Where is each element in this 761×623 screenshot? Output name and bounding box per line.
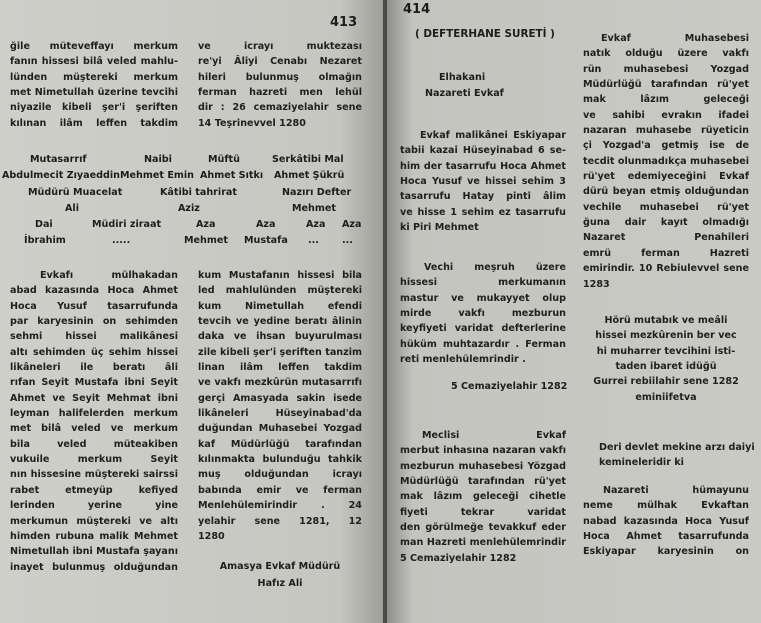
- text-line: yelahir sene 1281, 12: [198, 515, 362, 527]
- right-col1-para-1: [400, 128, 566, 235]
- text-line: lünden müştereki merkum: [10, 71, 178, 83]
- text-line: Ahmet ve Seyit Mehmat ibni: [10, 392, 178, 404]
- signature-name: Mehmet: [292, 203, 336, 214]
- text-line: ferman hazreti men lehül: [198, 87, 362, 99]
- text-line: kılınmakta bulunduğu tahkik: [198, 454, 362, 466]
- text-line: Nazareti hümayunu: [603, 485, 749, 496]
- signature-name: Mustafa: [244, 235, 288, 246]
- text-line: hi muharrer tevcihini isti-: [596, 345, 736, 357]
- text-line: led mahlulünden müştereki: [198, 285, 362, 297]
- text-line: Hoca Yusuf tasarrufunda: [10, 300, 178, 312]
- signature-title: Müdürü Muacelat: [28, 187, 123, 198]
- text-line: ğuna dair kayıt olmadığı: [583, 217, 749, 229]
- signature-title: Nazırı Defter: [282, 187, 352, 198]
- signature-name: Ahmet Sıtkı: [200, 170, 264, 181]
- text-line: tevcih ve yedine beratı âlinin: [198, 316, 362, 328]
- signature-title: Kâtibi tahrirat: [160, 187, 237, 198]
- text-line: rabet etmeyüp kefiyed: [10, 484, 178, 496]
- text-line: Deri devlet mekine arzı daiyi: [599, 442, 755, 453]
- signature-title: Mutasarrıf: [30, 154, 87, 165]
- signature-name: Ali: [65, 203, 80, 214]
- text-line: ve icrayı muktezası: [198, 41, 362, 52]
- text-line: Hörü mutabık ve meâli: [604, 315, 728, 326]
- left-col2-top-text: [198, 39, 362, 131]
- text-line: gerçi Amasyada sakin isede: [198, 392, 362, 404]
- text-line: merbut inhasına nazaran vakfı: [400, 445, 566, 457]
- text-line: vechile muhasebei rü'yet: [583, 201, 749, 213]
- text-line: Vechi meşruh üzere: [424, 262, 566, 273]
- text-line: dürü beyan etmiş olduğundan: [583, 186, 749, 198]
- text-line: Müdürlüğü tarafından rü'yet: [400, 476, 566, 488]
- text-line: Eskiyapar karyesinin on: [583, 546, 749, 558]
- text-line: leyman halifelerden merkum: [10, 408, 178, 420]
- text-line: Hoca Ahmet tasarrufunda: [583, 531, 749, 543]
- text-line: kum Mustafanın hissesi bila: [198, 270, 362, 281]
- text-line: par karyesinin on sehimden: [10, 316, 178, 328]
- signature-name: Aziz: [178, 203, 200, 214]
- text-line: kaf Müdürlüğü tarafından: [198, 438, 362, 450]
- text-line: hissesi merkumanın: [400, 277, 566, 289]
- left-col2-body-text: [198, 268, 362, 544]
- text-line: natık olduğu üzere vakfı: [583, 48, 749, 60]
- text-line: rün muhasebesi Yozgad: [583, 63, 749, 75]
- text-line: him der tasarrufu Hoca Ahmet: [400, 160, 566, 172]
- text-line: dir : 26 cemaziyelahir sene: [198, 102, 362, 114]
- text-line: met bilâ veled ve merkum: [10, 423, 178, 435]
- heading-line: Nazareti Evkaf: [425, 88, 504, 99]
- right-page: [387, 0, 761, 623]
- text-line: 1283: [583, 278, 610, 290]
- right-col2-para-2: [583, 313, 749, 405]
- signature-title: Naibi: [144, 154, 172, 165]
- heading-line: Elhakani: [439, 72, 486, 83]
- signature-title: Serkâtibi Mal: [272, 154, 344, 165]
- text-line: 14 Teşrinevvel 1280: [198, 117, 306, 129]
- left-col1-body-text: [10, 268, 178, 575]
- text-line: daka ve ihsan buyurulması: [198, 331, 362, 343]
- right-col1-para-2: [400, 260, 566, 367]
- text-line: tabii kazai Hüseyinabad 6 se-: [400, 145, 566, 157]
- text-line: muş olduğundan icrayı: [198, 469, 362, 481]
- text-line: himden rubuna malik Mehmet: [10, 530, 178, 542]
- text-line: taden ibaret idüğü: [615, 361, 717, 373]
- text-line: rü'yet edemiyeceğini Evkaf: [583, 171, 749, 183]
- text-line: met Nimetullah üzerine tevcihi: [10, 87, 178, 99]
- page-header: ( DEFTERHANE SURETİ ): [415, 28, 555, 40]
- text-line: re'yi Âliyi Cenabı Nezaret: [198, 56, 362, 68]
- text-line: babında emir ve ferman: [198, 484, 362, 496]
- text-line: inayet bulunmuş olduğundan: [10, 561, 178, 573]
- text-line: nın hissesine müştereki sairssi: [10, 469, 178, 481]
- signature-title: Dai: [35, 219, 53, 230]
- text-line: nazaran muhasebe rüyeticin: [583, 125, 749, 137]
- text-line: Evkafı mülhakadan: [40, 270, 178, 281]
- text-line: linan ilâm leffen takdim: [198, 362, 362, 374]
- signature-name: Abdulmecit Zıyaeddin: [2, 170, 121, 181]
- text-line: bila veled müteakiben: [10, 438, 178, 450]
- text-line: lerinden yerine yine: [10, 500, 178, 512]
- text-line: eminiifetva: [635, 391, 697, 403]
- text-line: tecdit olunmadıkça muhasebei: [583, 155, 749, 167]
- text-line: Evkaf malikânei Eskiyapar: [420, 130, 566, 141]
- text-line: 5 Cemaziyelahir 1282: [400, 552, 517, 564]
- text-line: mak lâzım geleceği cihetle: [400, 491, 566, 503]
- text-line: sehmi hissei malikânesi: [10, 331, 178, 343]
- signature-title: Müdiri ziraat: [92, 219, 162, 230]
- text-line: Gurrei rebiilahir sene 1282: [593, 376, 739, 388]
- text-line: tasarrufu Hatay pinti âlim: [400, 191, 566, 203]
- text-line: kılınan ilâm leffen takdim: [10, 117, 178, 129]
- text-line: den görülmeğe tevakkuf eder: [400, 522, 566, 534]
- closing-title: Amasya Evkaf Müdürü: [219, 561, 341, 572]
- signature-name: ...: [308, 235, 319, 246]
- text-line: kemineleridir ki: [599, 457, 684, 469]
- text-line: vukuile merkum Seyit: [10, 454, 178, 466]
- text-line: Meclisi Evkaf: [422, 430, 566, 441]
- signature-title: Müftü: [208, 154, 240, 165]
- text-line: mezburun muhasebesi Yözgad: [400, 460, 566, 472]
- text-line: emrü ferman Hazreti: [583, 247, 749, 259]
- signature-name: Mehmet Emin: [120, 170, 194, 181]
- text-line: rıfan Seyit Mustafa ibni Seyit: [10, 377, 178, 389]
- text-line: ve vakfı mezkûrün mutasarrıfı: [198, 377, 362, 389]
- signature-title: Aza: [306, 219, 326, 230]
- text-line: ve sahibi evrakın ifadei: [583, 109, 749, 121]
- signature-name: İbrahim: [24, 235, 66, 246]
- text-line: abad kazasında Hoca Ahmet: [10, 285, 178, 297]
- text-line: Müdürlüğü tarafından rü'yet: [583, 79, 749, 91]
- left-col1-top-text: [10, 39, 178, 131]
- text-line: niyazile kibeli şer'i şeriften: [10, 102, 178, 114]
- text-line: man Hazreti menlehülemrindir: [400, 537, 566, 549]
- text-line: fanın hissesi bilâ veled mahlu-: [10, 56, 178, 68]
- text-line: altı sehimden üç sehim hissei: [10, 346, 178, 358]
- signature-name: Mehmet: [184, 235, 228, 246]
- signature-name: ...: [342, 235, 353, 246]
- text-line: hüküm muhtazardır . Ferman: [400, 338, 566, 350]
- signature-title: Aza: [342, 219, 362, 230]
- text-line: neme mülhak Evkaftan: [583, 500, 749, 512]
- text-line: likâneleri ile beratı âli: [10, 362, 178, 374]
- text-line: fiyeti tekrar varidat: [400, 506, 566, 518]
- signature-name: .....: [112, 235, 131, 246]
- closing-name: Hafız Ali: [257, 578, 303, 589]
- text-line: mirde vakfı mezburun: [400, 308, 566, 320]
- date-line: 5 Cemaziyelahir 1282: [451, 381, 568, 392]
- text-line: hissei mezkûrenin ber vec: [595, 330, 737, 342]
- text-line: emirindir. 10 Rebiulevvel sene: [583, 263, 749, 275]
- text-line: mak lâzım geleceği: [583, 94, 749, 106]
- text-line: ğile müteveffayı merkum: [10, 41, 178, 52]
- text-line: likâneleri Hüseyinabad'da: [198, 408, 362, 420]
- right-col2-para-1: [583, 31, 749, 292]
- right-col2-para-4: [583, 483, 749, 560]
- text-line: Nazaret Penahileri: [583, 232, 749, 244]
- text-line: Evkaf Muhasebesi: [601, 33, 749, 44]
- text-line: nabad kazasında Hoca Yusuf: [583, 515, 749, 527]
- page-number: 413: [330, 15, 358, 30]
- signature-title: Aza: [256, 219, 276, 230]
- text-line: hileri bulunmuş olmağın: [198, 71, 362, 83]
- signature-name: Ahmet Şükrü: [274, 170, 345, 181]
- right-col1-para-3: [400, 428, 566, 566]
- text-line: Menlehülemirindir . 24: [198, 500, 362, 512]
- right-col2-para-3: [599, 440, 755, 471]
- text-line: zile kibeli şer'i şeriften tanzim: [198, 346, 362, 358]
- text-line: ki Piri Mehmet: [400, 222, 479, 234]
- text-line: Nimetullah ibni Mustafa şayanı: [10, 546, 178, 558]
- text-line: keyfiyeti varidat defterlerine: [400, 323, 566, 335]
- text-line: çi Yozgad'a getmiş ise de: [583, 140, 749, 152]
- text-line: duğundan Muhasebei Yozgad: [198, 423, 362, 435]
- text-line: mastur ve mukayyet olup: [400, 292, 566, 304]
- text-line: Hoca Yusuf ve hissei sehim 3: [400, 176, 566, 188]
- text-line: ve hisse 1 sehim ez tasarrufu: [400, 206, 566, 218]
- text-line: 1280: [198, 530, 225, 542]
- signature-title: Aza: [196, 219, 216, 230]
- page-number: 414: [403, 2, 431, 17]
- text-line: reti menlehülemrindir .: [400, 354, 526, 366]
- text-line: merkumun müştereki ve altı: [10, 515, 178, 527]
- text-line: kum Nimetullah efendi: [198, 300, 362, 312]
